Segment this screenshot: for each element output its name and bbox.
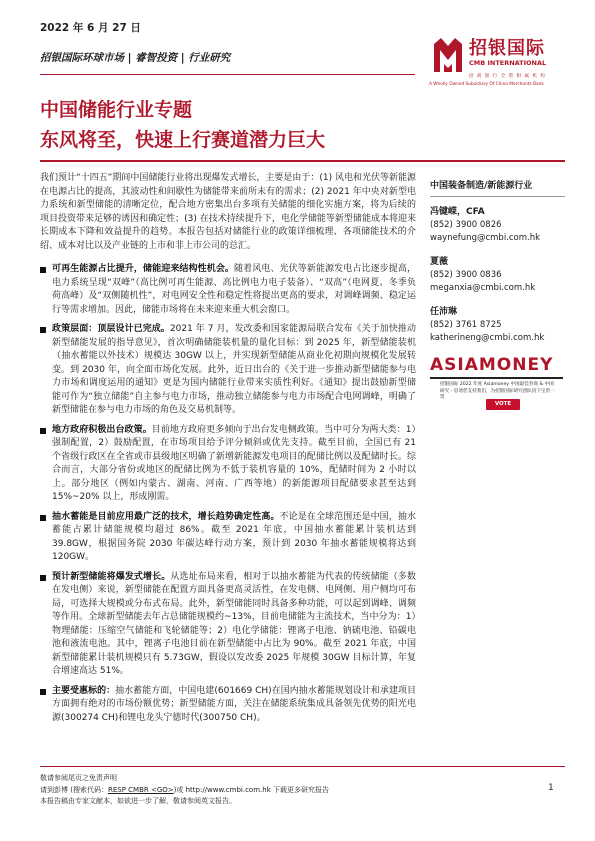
bullet-heading: 政策层面：顶层设计已完成。 bbox=[52, 324, 170, 334]
download-note-suffix: )或 http://www.cmbi.com.hk 下载更多研究报告 bbox=[173, 785, 329, 794]
translation-note: 本报告稿由专家文献本，如欲进一步了解，敬请参阅英文报告。 bbox=[40, 797, 236, 805]
footer-divider bbox=[40, 766, 565, 767]
intro-paragraph: 我们预计“十四五”期间中国储能行业将出现爆发式增长，主要是由于：(1) 风电和光伏等新能源在电源占比的提高，其波动性和间歇性为储能带来前所未有的需求；(2) 2021 年中央对新型电力系统和新型储能的清晰定位，配合地方密集出台多项有关储能的细化实施方案，将为后续的项目投资带来足够的诱因和确定性；(3) 在技术持续提升下，电化学储能等新型储能成本将迎来长期成本下降和效益提升的趋势。本报告包括对储能行业的政策详细梳理、各项储能技术的介绍、成本对比以及产业链的上市和非上市公司的总汇。 bbox=[40, 173, 416, 251]
bullet-text: 随着风电、光伏等新能源发电占比逐步提高，电力系统呈现“双峰”（高比例可再生能源、高比例电力电子装备）、“双高”（电网夏、冬季负荷高峰）及“双侧随机性”，对电网安全性和稳定性将提出更高的要求，对调峰调频、稳定运行等需求增加。因此，储能市场将在未来迎来重大机会窗口。 bbox=[52, 264, 416, 315]
award-text: 招银国际 2022 年度 Asiamoney 中国最佳券商 & 中国研究 - 恳请您支持我们，为招银国际研究团队投下宝贵一票 bbox=[440, 382, 555, 400]
bullet-text: 目前地方政府更多倾向于出台发电侧政策。当中可分为两大类：1）强制配置，2）鼓励配置，在市场项目给予评分倾斜或优先支持。截至目前，全国已有 21 个省级行政区在全省或市县级地区明确了新增新能源发电项目的配储比例以及配储时长。综合而言，大部分省份或地区的配储比例为不低于装机容量的 10%，配储时间为 2 小时以上。部分地区（例如内蒙古、湖南、河南、广西等地）的新能源项目配储要求甚至达到 15%~20% 以上，形成刚需。 bbox=[52, 424, 416, 502]
analyst-phone: (852) 3900 0836 bbox=[430, 270, 502, 280]
report-nav: 招银国际环球市场 | 睿智投资 | 行业研究 bbox=[40, 52, 231, 64]
page-number: 1 bbox=[548, 783, 554, 793]
bullet-text: 从选址布局来看，相对于以抽水蓄能为代表的传统储能（多数在发电侧）来说，新型储能在配置方面具备更高灵活性，在发电侧、电网侧、用户侧均可布局，可选择大规模或分布式布局。此外，新型储能同时具备多种功能，可以起到调峰、调频等作用。全球新型储能去年占总储能规模约~13%，目前电储能为主流技术，当中分为：1）物理储能：压缩空气储能和飞轮储能等；2）电化学储能：锂离子电池、钠硫电池、铅碳电池和液流电池。其中，锂离子电池目前在新型储能中占比为 90%。截至 2021 年底，中国新型储能累计装机规模只有 5.73GW，假设以发改委 2025 年规模 30GW 目标计算，年复合增速高达 51%。 bbox=[52, 571, 416, 676]
sidebar bbox=[430, 172, 565, 425]
analyst-name: 冯键嵘，CFA bbox=[430, 207, 485, 217]
bullet-pumped-hydro bbox=[40, 511, 416, 565]
title-divider bbox=[40, 160, 565, 162]
header-divider bbox=[40, 74, 415, 75]
vote-button[interactable]: VOTE bbox=[486, 399, 520, 410]
bloomberg-link[interactable]: RESP CMBR <GO> bbox=[107, 785, 174, 794]
bullet-new-storage bbox=[40, 571, 416, 679]
analyst-card bbox=[430, 255, 565, 295]
download-note bbox=[40, 785, 329, 797]
bullet-local-government bbox=[40, 424, 416, 505]
analyst-name: 任沛琳 bbox=[430, 307, 458, 317]
bullet-text: 不论是在全球范围还是中国，抽水蓄能占累计储能规模均超过 86%。截至 2021 年底，中国抽水蓄能累计装机达到 39.8GW，根据国务院 2030 年碳达峰行动方案，预计到 2030 年抽水蓄能规模将达到 120GW。 bbox=[52, 511, 416, 562]
bullet-heading: 主要受惠标的： bbox=[52, 685, 116, 696]
logo-subtitle-cn: 招 商 银 行 全 资 附 属 机 构 bbox=[469, 74, 546, 79]
bullet-text: 抽水蓄能方面，中国电建(601669 CH)在国内抽水蓄能规划设计和承建项目方面拥有绝对的市场份额优势；新型储能方面，关注在储能系统集成具备领先优势的阳光电源(300274 CH)和锂电龙头宁德时代(300750 CH)。 bbox=[52, 685, 416, 723]
cmbi-logo bbox=[429, 30, 565, 96]
cmbi-logo-icon bbox=[431, 34, 465, 74]
main-content bbox=[40, 172, 416, 731]
logo-name-cn: 招银国际 bbox=[469, 38, 545, 59]
bullet-renewables bbox=[40, 263, 416, 317]
bullet-heading: 可再生能源占比提升，储能迎来结构性机会。 bbox=[52, 264, 235, 274]
analyst-card bbox=[430, 205, 565, 245]
bullet-heading: 抽水蓄能是目前应用最广泛的技术，增长趋势确定性高。 bbox=[52, 511, 280, 522]
report-subtitle: 东风将至，快速上行赛道潜力巨大 bbox=[40, 129, 326, 151]
sector-label: 中国装备制造/新能源行业 bbox=[430, 181, 533, 191]
analyst-email[interactable]: meganxia@cmbi.com.hk bbox=[430, 283, 536, 293]
bullet-heading: 地方政府积极出台政策。 bbox=[52, 424, 152, 435]
bullet-text: 2021 年 7 月，发改委和国家能源局联合发布《关于加快推动新型储能发展的指导意见》，首次明确储能装机量的量化目标：到 2025 年，新型储能装机（抽水蓄能以外技术）规模达 30GW 以上，并实现新型储能从商业化初期向规模化发展转变。到 2030 年，向全面市场化发展。此外，近日出台的《关于进一步推动新型储能参与电力市场和调度运用的通知》更是为国内储能行业带来实质性利好。《通知》提出鼓励新型储能可作为“独立储能”自主参与电力市场，推动独立储能参与电力市场配合电网调峰，明确了新型储能在参与电力市场的角色及交易机制等。 bbox=[52, 324, 416, 415]
analyst-phone: (852) 3900 0826 bbox=[430, 220, 502, 230]
logo-subtitle-en: A Wholly Owned Subsidiary Of China Merchants Bank bbox=[429, 82, 544, 87]
bullet-heading: 预计新型储能将爆发式增长。 bbox=[52, 571, 171, 582]
award-divider bbox=[430, 377, 563, 379]
asiamoney-logo: ASIAMONEY bbox=[430, 355, 554, 375]
report-title: 中国储能行业专题 bbox=[40, 99, 193, 121]
analyst-email[interactable]: waynefung@cmbi.com.hk bbox=[430, 233, 541, 243]
analyst-email[interactable]: katherineng@cmbi.com.hk bbox=[430, 333, 545, 343]
logo-name-en: CMB INTERNATIONAL bbox=[469, 59, 547, 67]
asiamoney-award-banner[interactable] bbox=[430, 355, 563, 425]
download-note-prefix: 请到彭博 (搜索代码： bbox=[40, 785, 108, 794]
footer bbox=[40, 773, 329, 808]
analyst-phone: (852) 3761 8725 bbox=[430, 320, 502, 330]
bullet-policy bbox=[40, 323, 416, 418]
analyst-name: 夏薇 bbox=[430, 257, 449, 267]
analyst-card bbox=[430, 305, 565, 345]
sidebar-divider bbox=[430, 196, 565, 197]
disclaimer-note: 敬请参阅尾页之免责声明 bbox=[40, 774, 117, 782]
report-date: 2022 年 6 月 27 日 bbox=[40, 22, 141, 34]
bullet-beneficiaries bbox=[40, 685, 416, 726]
